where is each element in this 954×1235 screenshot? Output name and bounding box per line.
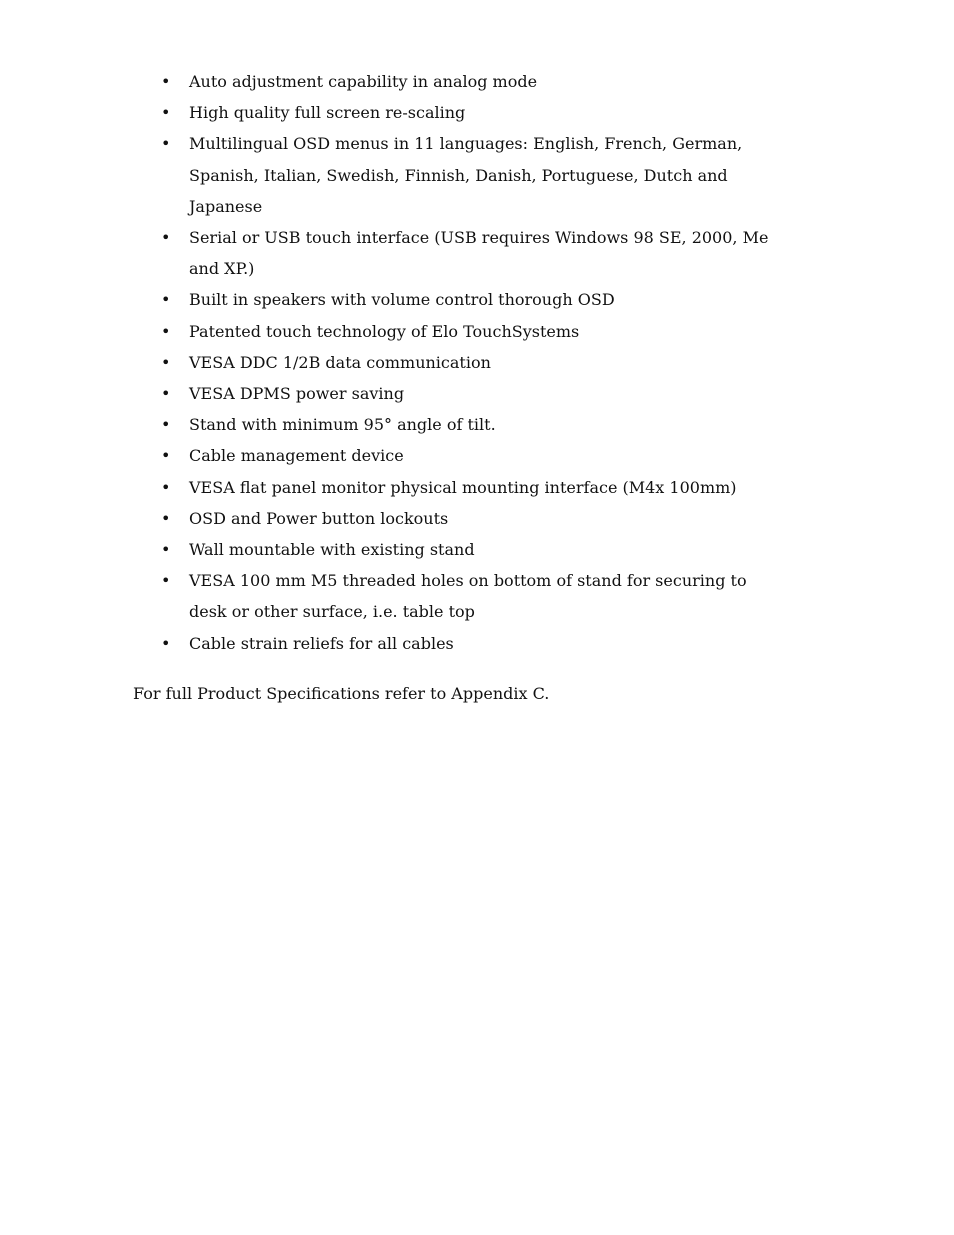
bullet-icon: • (161, 446, 171, 466)
list-item (160, 409, 770, 440)
bullet-icon: • (161, 103, 171, 123)
feature-list (160, 66, 770, 659)
feature-text: OSD and Power button lockouts (189, 508, 449, 528)
feature-text: VESA DPMS power saving (189, 384, 405, 404)
bullet-icon: • (161, 571, 171, 591)
feature-text: Cable strain reliefs for all cables (189, 633, 454, 653)
list-item (160, 66, 770, 97)
list-item (160, 128, 770, 222)
bullet-icon: • (161, 352, 171, 372)
feature-text: Auto adjustment capability in analog mode (189, 72, 538, 91)
appendix-reference: For full Product Specifications refer to Appendix C. (133, 684, 550, 703)
list-item (160, 347, 770, 378)
bullet-icon: • (161, 508, 171, 528)
bullet-icon: • (161, 228, 171, 248)
bullet-icon: • (161, 540, 171, 560)
list-item (160, 472, 770, 503)
list-item (160, 440, 770, 471)
list-item (160, 565, 770, 627)
list-item (160, 222, 770, 284)
list-item (160, 316, 770, 347)
feature-text: Wall mountable with existing stand (189, 540, 475, 560)
feature-text: Built in speakers with volume control thorough OSD (189, 290, 615, 310)
bullet-icon: • (161, 415, 171, 435)
feature-text: High quality full screen re-scaling (189, 103, 466, 123)
bullet-icon: • (161, 290, 171, 310)
list-item (160, 284, 770, 315)
feature-text: VESA flat panel monitor physical mounting interface (M4x 100mm) (189, 477, 737, 497)
feature-text: Patented touch technology of Elo TouchSystems (189, 321, 580, 341)
bullet-icon: • (161, 633, 171, 653)
list-item (160, 378, 770, 409)
list-item (160, 503, 770, 534)
bullet-icon: • (161, 72, 171, 91)
feature-text: Stand with minimum 95° angle of tilt. (189, 415, 496, 435)
feature-text: VESA DDC 1/2B data communication (189, 352, 491, 372)
bullet-icon: • (161, 477, 171, 497)
feature-text: Serial or USB touch interface (USB requires Windows 98 SE, 2000, Me and XP.) (189, 228, 769, 279)
feature-text: Cable management device (189, 446, 404, 466)
list-item (160, 534, 770, 565)
list-item (160, 628, 770, 659)
feature-text: VESA 100 mm M5 threaded holes on bottom of stand for securing to desk or other surface, i.e. table top (189, 571, 747, 622)
feature-text: Multilingual OSD menus in 11 languages: English, French, German, Spanish, Italian, Swedish, Finnish, Danish, Portuguese, Dutch and Japanese (189, 134, 743, 216)
list-item (160, 97, 770, 128)
bullet-icon: • (161, 321, 171, 341)
bullet-icon: • (161, 384, 171, 404)
bullet-icon: • (161, 134, 171, 154)
